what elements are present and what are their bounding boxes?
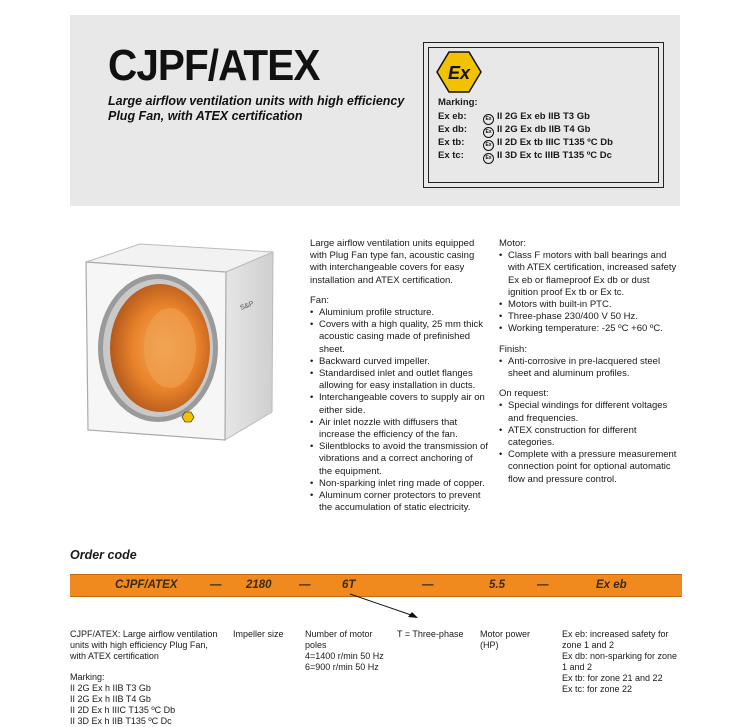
order-desc-poles: Number of motor poles 4=1400 r/min 50 Hz 6=900 r/min 50 Hz bbox=[305, 629, 384, 672]
description-column-fan bbox=[310, 238, 488, 522]
list-item: • Interchangeable covers to supply air on either side. bbox=[310, 392, 488, 416]
list-item: • ATEX construction for different categories. bbox=[499, 425, 681, 449]
motor-heading: Motor: bbox=[499, 238, 526, 249]
list-item: • Motors with built-in PTC. bbox=[499, 299, 681, 311]
list-item: • Class F motors with ball bearings and with ATEX certification, increased safety Ex eb or flameproof Ex db or dust ignition proof Ex tb or Ex tc. bbox=[499, 250, 681, 299]
list-item: • Standardised inlet and outlet flanges allowing for easy installation in ducts. bbox=[310, 368, 488, 392]
request-list bbox=[499, 400, 681, 485]
ex-mini-icon: Ex bbox=[483, 114, 494, 125]
list-item: • Non-sparking inlet ring made of copper. bbox=[310, 478, 488, 490]
motor-list bbox=[499, 250, 681, 335]
list-item: • Covers with a high quality, 25 mm thick acoustic casing made of prefinished sheet. bbox=[310, 319, 488, 356]
list-item: • Aluminium profile structure. bbox=[310, 307, 488, 319]
list-item: • Air inlet nozzle with diffusers that increase the efficiency of the fan. bbox=[310, 417, 488, 441]
order-segment-poles: 6T bbox=[342, 579, 356, 591]
order-desc-power: Motor power (HP) bbox=[480, 629, 531, 650]
description-column-motor bbox=[499, 238, 681, 494]
list-item: • Backward curved impeller. bbox=[310, 356, 488, 368]
list-item: • Special windings for different voltages and frequencies. bbox=[499, 400, 681, 424]
order-separator: — bbox=[537, 579, 549, 591]
finish-list bbox=[499, 356, 681, 380]
order-code-title: Order code bbox=[70, 548, 137, 562]
order-desc-model: CJPF/ATEX: Large airflow ventilation units with high efficiency Plug Fan, with ATEX certification Marking: II 2G Ex h IIB T3 Gb II 2G Ex h IIB T4 Gb II 2D Ex h IIIC T135 ºC Db II 3D Ex h IIB T135 ºC Dc bbox=[70, 629, 218, 726]
list-item: • Silentblocks to avoid the transmission of vibrations and a correct anchoring of the equipment. bbox=[310, 441, 488, 478]
page-subtitle: Large airflow ventilation units with high efficiency Plug Fan, with ATEX certification bbox=[108, 94, 405, 123]
order-segment-impeller: 2180 bbox=[246, 579, 272, 591]
fan-heading: Fan: bbox=[310, 294, 330, 306]
atex-ex-icon bbox=[436, 51, 482, 93]
marking-title: Marking: bbox=[438, 97, 478, 108]
arrow-icon bbox=[330, 592, 440, 622]
marking-row: Ex tc: Ex II 3D Ex tc IIIB T135 ºC Dc bbox=[438, 150, 612, 164]
order-segment-model: CJPF/ATEX bbox=[115, 579, 178, 591]
list-item: • Aluminum corner protectors to prevent the accumulation of static electricity. bbox=[310, 490, 488, 514]
fan-list bbox=[310, 307, 488, 514]
list-item: • Anti-corrosive in pre-lacquered steel sheet and aluminum profiles. bbox=[499, 356, 681, 380]
marking-row: Ex db: Ex II 2G Ex db IIB T4 Gb bbox=[438, 124, 590, 138]
order-separator: — bbox=[422, 579, 434, 591]
list-item: • Complete with a pressure measurement connection point for optional automatic flow and pressure control. bbox=[499, 449, 681, 486]
order-separator: — bbox=[210, 579, 222, 591]
finish-heading: Finish: bbox=[499, 343, 527, 355]
atex-logo-text: Ex bbox=[447, 63, 471, 83]
brand-label: S&P bbox=[239, 300, 255, 312]
order-segment-ex: Ex eb bbox=[596, 579, 627, 591]
ex-mini-icon: Ex bbox=[483, 153, 494, 164]
order-separator: — bbox=[299, 579, 311, 591]
intro-text: Large airflow ventilation units equipped with Plug Fan type fan, acoustic casing with interchangeable covers for easy installation and ATEX certification. bbox=[310, 238, 475, 286]
order-desc-ex: Ex eb: increased safety for zone 1 and 2 Ex db: non-sparking for zone 1 and 2 Ex tb: for zone 21 and 22 Ex tc: for zone 22 bbox=[562, 629, 678, 694]
list-item: • Three-phase 230/400 V 50 Hz. bbox=[499, 311, 681, 323]
product-image bbox=[78, 240, 283, 445]
order-desc-impeller: Impeller size bbox=[233, 629, 284, 639]
page-title: CJPF/ATEX bbox=[108, 41, 320, 90]
order-segment-power: 5.5 bbox=[489, 579, 505, 591]
marking-box bbox=[423, 42, 664, 188]
order-desc-phase: T = Three-phase bbox=[397, 629, 464, 639]
header-panel bbox=[70, 15, 680, 206]
request-heading: On request: bbox=[499, 388, 549, 400]
ex-mini-icon: Ex bbox=[483, 140, 494, 151]
ex-mini-icon: Ex bbox=[483, 127, 494, 138]
marking-row: Ex tb: Ex II 2D Ex tb IIIC T135 ºC Db bbox=[438, 137, 613, 151]
marking-row: Ex eb: Ex II 2G Ex eb IIB T3 Gb bbox=[438, 111, 590, 125]
list-item: • Working temperature: -25 ºC +60 ºC. bbox=[499, 323, 681, 335]
